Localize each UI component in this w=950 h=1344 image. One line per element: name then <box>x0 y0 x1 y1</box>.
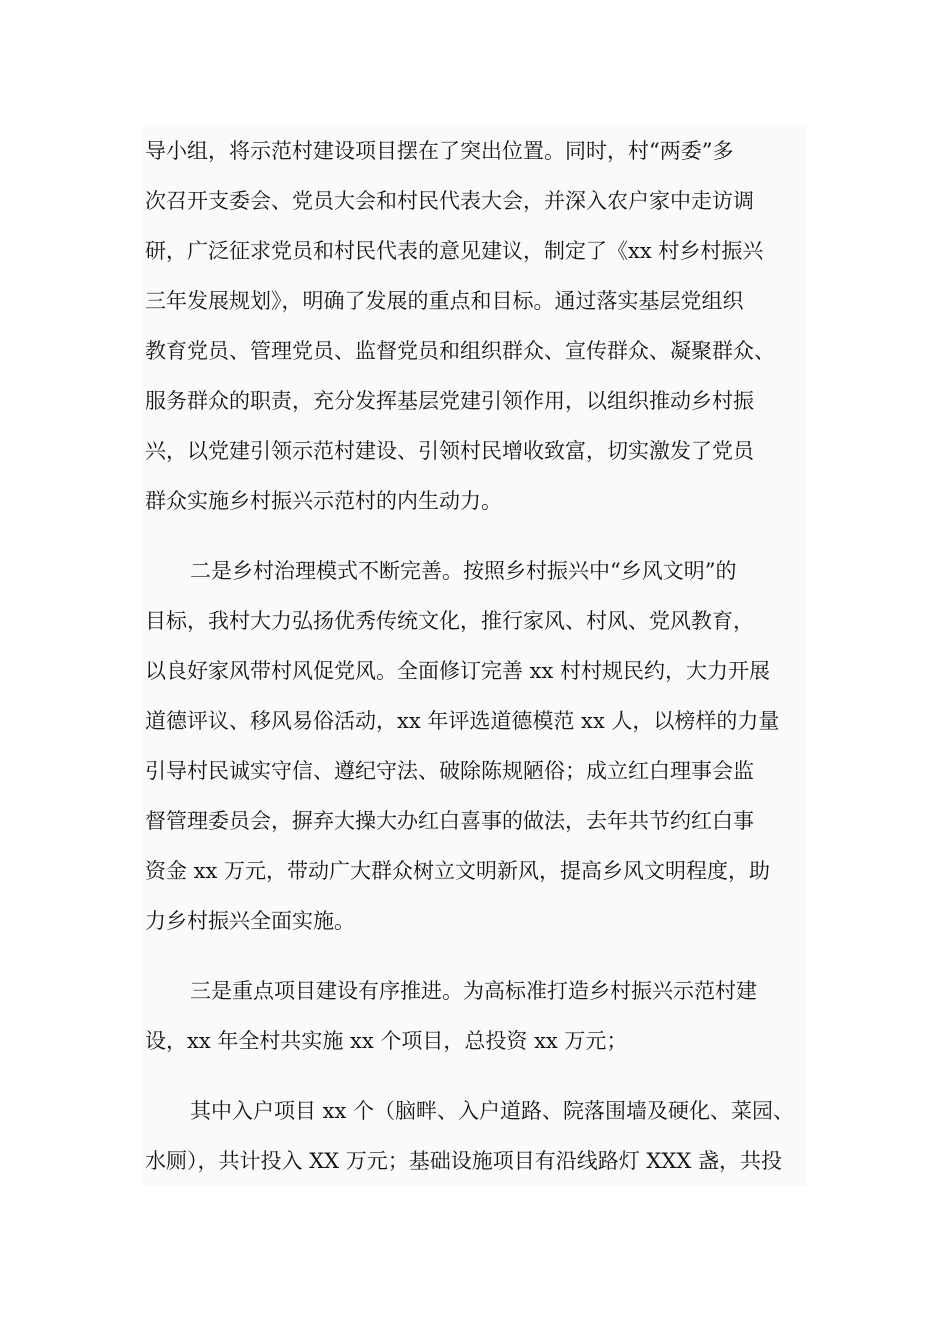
text-line: 教育党员、管理党员、监督党员和组织群众、宣传群众、凝聚群众、 <box>145 339 775 363</box>
text-line: 群众实施乡村振兴示范村的内生动力。 <box>145 489 502 513</box>
text-line: 服务群众的职责，充分发挥基层党建引领作用，以组织推动乡村振 <box>145 389 754 413</box>
text-line: 兴，以党建引领示范村建设、引领村民增收致富，切实激发了党员 <box>145 439 754 463</box>
paragraph-first-line: 二是乡村治理模式不断完善。按照乡村振兴中“乡风文明”的 <box>190 559 737 583</box>
text-line: 力乡村振兴全面实施。 <box>145 909 355 933</box>
text-line: 道德评议、移风易俗活动，xx 年评选道德模范 xx 人，以榜样的力量 <box>145 709 780 733</box>
text-line: 设，xx 年全村共实施 xx 个项目，总投资 xx 万元； <box>145 1029 628 1053</box>
text-line: 资金 xx 万元，带动广大群众树立文明新风，提高乡风文明程度，助 <box>145 859 771 883</box>
text-line: 导小组，将示范村建设项目摆在了突出位置。同时，村“两委”多 <box>145 139 734 163</box>
text-line: 督管理委员会，摒弃大操大办红白喜事的做法，去年共节约红白事 <box>145 809 754 833</box>
paragraph-first-line: 其中入户项目 xx 个（脑畔、入户道路、院落围墙及硬化、菜园、 <box>190 1099 795 1123</box>
paragraph-first-line: 三是重点项目建设有序推进。为高标准打造乡村振兴示范村建 <box>190 979 757 1003</box>
text-line: 三年发展规划》，明确了发展的重点和目标。通过落实基层党组织 <box>145 289 744 313</box>
text-line: 研，广泛征求党员和村民代表的意见建议，制定了《xx 村乡村振兴 <box>145 239 764 263</box>
text-line: 水厕），共计投入 XX 万元；基础设施项目有沿线路灯 XXX 盏，共投 <box>145 1149 782 1173</box>
text-line: 目标，我村大力弘扬优秀传统文化，推行家风、村风、党风教育， <box>145 609 754 633</box>
text-line: 以良好家风带村风促党风。全面修订完善 xx 村村规民约，大力开展 <box>145 659 771 683</box>
text-line: 次召开支委会、党员大会和村民代表大会，并深入农户家中走访调 <box>145 189 754 213</box>
text-line: 引导村民诚实守信、遵纪守法、破除陈规陋俗；成立红白理事会监 <box>145 759 754 783</box>
